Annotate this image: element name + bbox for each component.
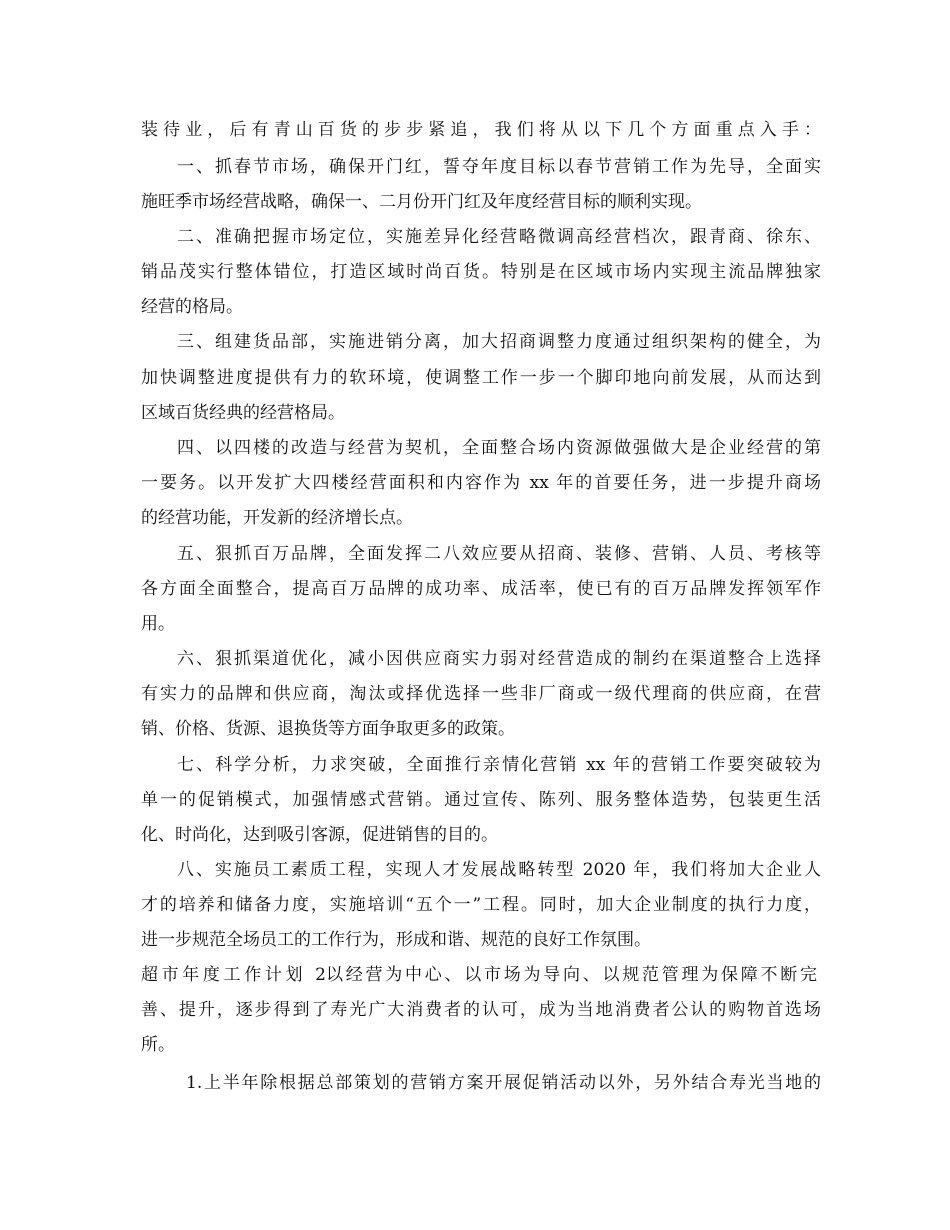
paragraph-7-line: 单一的促销模式，加强情感式营销。通过宣传、陈列、服务整体造势，包装更生活: [141, 790, 821, 810]
paragraph-4-line: 一要务。以开发扩大四楼经营面积和内容作为 xx 年的首要任务，进一步提升商场: [141, 473, 821, 493]
paragraph-2-line: 二、准确把握市场定位，实施差异化经营略微调高经营档次，跟青商、徐东、: [177, 227, 821, 247]
paragraph-7-line: 七、科学分析，力求突破，全面推行亲情化营销 xx 年的营销工作要突破较为: [177, 755, 821, 775]
paragraph-5-line: 五、狠抓百万品牌，全面发挥二八效应要从招商、装修、营销、人员、考核等: [177, 544, 821, 564]
section-title: 超市年度工作计划 2: [141, 965, 326, 985]
section-intro-line: 所。: [141, 1035, 175, 1055]
paragraph-8-line: 才的培养和储备力度，实施培训“五个一”工程。同时，加大企业制度的执行力度，: [141, 895, 821, 915]
paragraph-2-line: 经营的格局。: [141, 297, 243, 317]
paragraph-6-line: 有实力的品牌和供应商，淘汰或择优选择一些非厂商或一级代理商的供应商，在营: [141, 684, 821, 704]
paragraph-6-line: 销、价格、货源、退换货等方面争取更多的政策。: [141, 719, 515, 739]
paragraph-3-line: 区域百货经典的经营格局。: [141, 403, 345, 423]
paragraph-5-line: 各方面全面整合，提高百万品牌的成功率、成活率，使已有的百万品牌发挥领军作: [141, 579, 821, 599]
paragraph-4-line: 的经营功能，开发新的经济增长点。: [141, 508, 413, 528]
paragraph-3-line: 加快调整进度提供有力的软环境，使调整工作一步一个脚印地向前发展，从而达到: [141, 368, 821, 388]
paragraph-5-line: 用。: [141, 614, 175, 634]
paragraph-4-line: 四、以四楼的改造与经营为契机，全面整合场内资源做强做大是企业经营的第: [177, 438, 821, 458]
paragraph-1-line: 施旺季市场经营战略，确保一、二月份开门红及年度经营目标的顺利实现。: [141, 192, 702, 212]
numbered-item-1: 1.上半年除根据总部策划的营销方案开展促销活动以外，另外结合寿光当地的: [186, 1073, 821, 1093]
paragraph-7-line: 化、时尚化，达到吸引客源，促进销售的目的。: [141, 825, 498, 845]
paragraph-8-line: 八、实施员工素质工程，实现人才发展战略转型 2020 年，我们将加大企业人: [177, 860, 821, 880]
section-heading-line: [141, 965, 821, 985]
paragraph-6-line: 六、狠抓渠道优化，减小因供应商实力弱对经营造成的制约在渠道整合上选择: [177, 649, 821, 669]
section-intro-line: 善、提升，逐步得到了寿光广大消费者的认可，成为当地消费者公认的购物首选场: [141, 1000, 821, 1020]
paragraph-3-line: 三、组建货品部，实施进销分离，加大招商调整力度通过组织架构的健全，为: [177, 332, 821, 352]
section-intro-text: 以经营为中心、以市场为导向、以规范管理为保障不断完: [326, 965, 817, 985]
paragraph-1-line: 一、抓春节市场，确保开门红，誓夺年度目标以春节营销工作为先导，全面实: [177, 157, 821, 177]
text-line: 装待业，后有青山百货的步步紧追，我们将从以下几个方面重点入手：: [141, 120, 821, 140]
paragraph-2-line: 销品茂实行整体错位，打造区域时尚百货。特别是在区域市场内实现主流品牌独家: [141, 262, 821, 282]
paragraph-8-line: 进一步规范全场员工的工作行为，形成和谐、规范的良好工作氛围。: [141, 930, 651, 950]
